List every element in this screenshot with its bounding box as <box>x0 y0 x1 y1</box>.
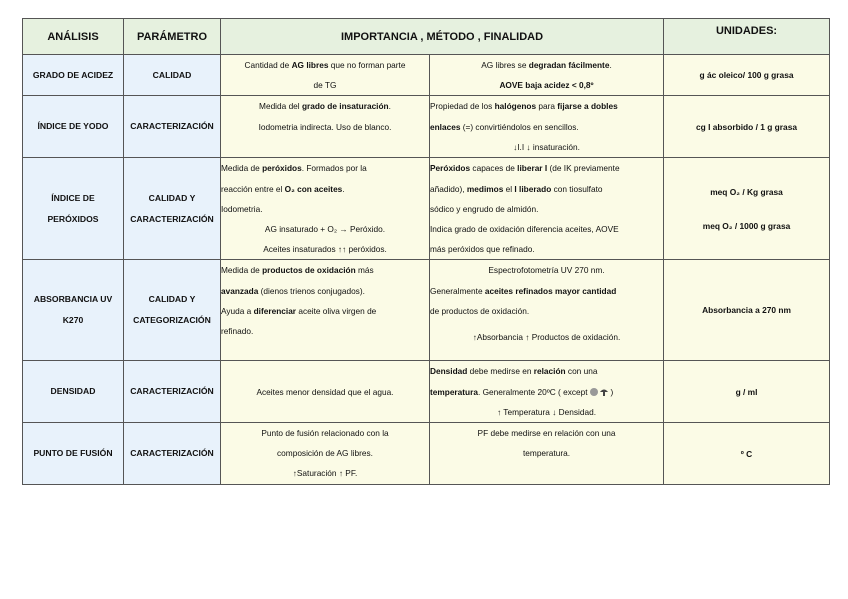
purpose-cell: PF debe medirse en relación con una temperatura. <box>430 423 664 485</box>
analisis-cell: ÍNDICE DE PERÓXIDOS <box>23 158 124 260</box>
mushroom-icon <box>600 388 608 396</box>
properties-table <box>22 18 830 485</box>
purpose-cell: Densidad debe medirse en relación con una temperatura. Generalmente 20ºC ( except ) ↑ Temperatura ↓ Densidad. <box>430 361 664 423</box>
olive-oil-icon <box>590 388 598 396</box>
units-cell: meq O₂ / Kg grasa meq O₂ / 1000 g grasa <box>664 158 830 260</box>
purpose-cell: Propiedad de los halógenos para fijarse a dobles enlaces (=) convirtiéndolos en sencillos. ↓I.I ↓ insaturación. <box>430 96 664 158</box>
table-row <box>23 423 830 485</box>
table-row <box>23 158 830 260</box>
parametro-cell: CARACTERIZACIÓN <box>124 361 221 423</box>
method-cell: Cantidad de AG libres que no forman parte de TG <box>221 55 430 96</box>
method-cell: Medida de peróxidos. Formados por la reacción entre el O₂ con aceites. Iodometria. AG insaturado + O₂ → Peróxido. Aceites insaturados ↑↑ peróxidos. <box>221 158 430 260</box>
units-cell: º C <box>664 423 830 485</box>
analisis-cell: ABSORBANCIA UV K270 <box>23 260 124 361</box>
header-parametro: PARÁMETRO <box>124 19 221 55</box>
table-row <box>23 260 830 361</box>
header-importancia: IMPORTANCIA , MÉTODO , FINALIDAD <box>221 19 664 55</box>
purpose-cell: AG libres se degradan fácilmente. AOVE baja acidez < 0,8º <box>430 55 664 96</box>
header-row <box>23 19 830 55</box>
parametro-cell: CALIDAD Y CARACTERIZACIÓN <box>124 158 221 260</box>
table-row <box>23 361 830 423</box>
method-cell: Medida del grado de insaturación. Iodometria indirecta. Uso de blanco. <box>221 96 430 158</box>
parametro-cell: CALIDAD <box>124 55 221 96</box>
analisis-cell: ÍNDICE DE YODO <box>23 96 124 158</box>
method-cell: Medida de productos de oxidación más avanzada (dienos trienos conjugados). Ayuda a diferenciar aceite oliva virgen de refinado. <box>221 260 430 361</box>
parametro-cell: CARACTERIZACIÓN <box>124 423 221 485</box>
units-cell: g ác oleico/ 100 g grasa <box>664 55 830 96</box>
parametro-cell: CALIDAD Y CATEGORIZACIÓN <box>124 260 221 361</box>
header-unidades: UNIDADES: <box>664 19 830 55</box>
purpose-cell: Peróxidos capaces de liberar I (de IK previamente añadido), medimos el I liberado con tiosulfato sódico y engrudo de almidón. Indica grado de oxidación diferencia aceites, AOVE más peróxidos que refinado. <box>430 158 664 260</box>
units-cell: Absorbancia a 270 nm <box>664 260 830 361</box>
table-row <box>23 55 830 96</box>
purpose-cell: Espectrofotometría UV 270 nm. Generalmente aceites refinados mayor cantidad de productos de oxidación. ↑Absorbancia ↑ Productos de oxidación. <box>430 260 664 361</box>
method-cell: Aceites menor densidad que el agua. <box>221 361 430 423</box>
header-analisis: ANÁLISIS <box>23 19 124 55</box>
units-cell: g / ml <box>664 361 830 423</box>
analisis-cell: GRADO DE ACIDEZ <box>23 55 124 96</box>
units-cell: cg I absorbido / 1 g grasa <box>664 96 830 158</box>
table-row <box>23 96 830 158</box>
parametro-cell: CARACTERIZACIÓN <box>124 96 221 158</box>
analisis-cell: DENSIDAD <box>23 361 124 423</box>
analisis-cell: PUNTO DE FUSIÓN <box>23 423 124 485</box>
method-cell: Punto de fusión relacionado con la composición de AG libres. ↑Saturación ↑ PF. <box>221 423 430 485</box>
